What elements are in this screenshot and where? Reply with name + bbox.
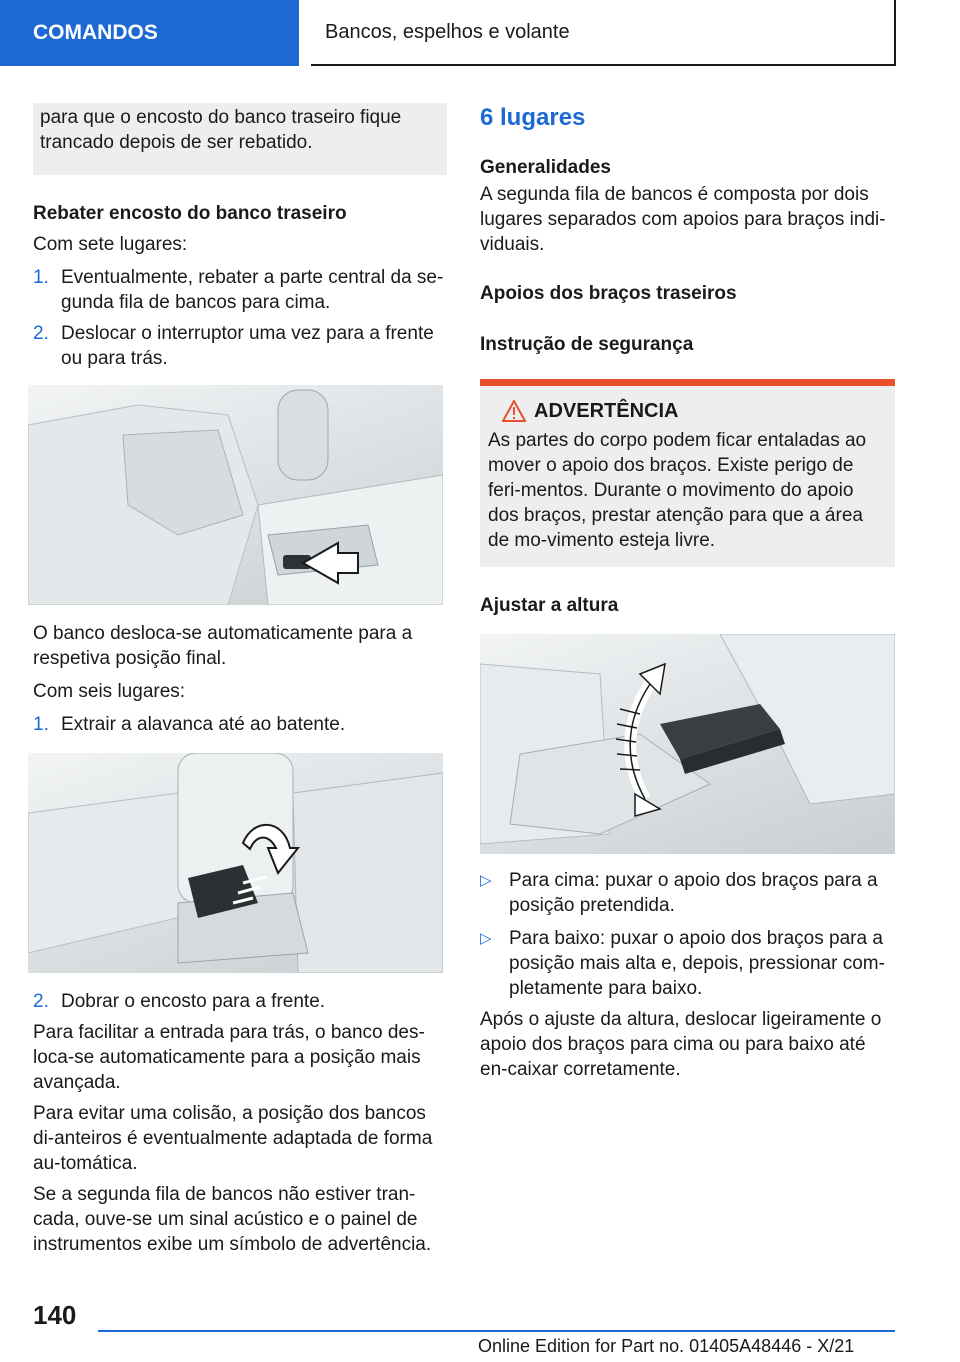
collision-paragraph: Para evitar uma colisão, a posição dos bancos di-anteiros é eventualmente adaptada de forma au-tomática. bbox=[33, 1103, 433, 1174]
armrest-illustration bbox=[480, 634, 895, 854]
seat-lever-illustration bbox=[28, 753, 443, 973]
step-number: 2. bbox=[33, 323, 49, 344]
list-item bbox=[33, 321, 447, 371]
note-text: para que o encosto do banco traseiro fique trancado depois de ser rebatido. bbox=[40, 107, 402, 153]
step-number: 1. bbox=[33, 714, 49, 735]
figure-seat-switch bbox=[28, 385, 443, 605]
seven-seats-label: Com sete lugares: bbox=[33, 234, 188, 255]
step-text: Dobrar o encosto para a frente. bbox=[61, 991, 326, 1012]
entry-paragraph: Para facilitar a entrada para trás, o banco des-loca-se automaticamente para a posição mais avançada. bbox=[33, 1022, 425, 1093]
figure-armrest-height bbox=[480, 634, 895, 854]
warning-text: As partes do corpo podem ficar entaladas ao mover o apoio dos braços. Existe perigo de feri-mentos. Durante o movimento do apoio dos braços, prestar atenção para que a área de mo-vimento esteja livre. bbox=[488, 430, 867, 551]
section-title: 6 lugares bbox=[480, 104, 586, 131]
bullet-text: Para baixo: puxar o apoio dos braços para a posição mais alta e, depois, pressionar com-pletamente para baixo. bbox=[509, 928, 885, 999]
figure-seat-lever bbox=[28, 753, 443, 973]
page-number: 140 bbox=[33, 1300, 77, 1330]
general-heading: Generalidades bbox=[480, 157, 611, 178]
armrests-heading: Apoios dos braços traseiros bbox=[480, 283, 737, 304]
auto-move-text: O banco desloca-se automaticamente para a respetiva posição final. bbox=[33, 623, 413, 669]
list-item bbox=[480, 868, 895, 918]
list-item bbox=[33, 712, 447, 737]
step-text: Extrair a alavanca até ao batente. bbox=[61, 714, 346, 735]
list-item bbox=[480, 926, 895, 1001]
step-text: Eventualmente, rebater a parte central da se-gunda fila de bancos para cima. bbox=[61, 267, 444, 313]
list-item bbox=[33, 989, 447, 1014]
header-chapter: Bancos, espelhos e volante bbox=[311, 0, 896, 66]
step-number: 1. bbox=[33, 267, 49, 288]
height-heading: Ajustar a altura bbox=[480, 595, 619, 616]
safety-heading: Instrução de segurança bbox=[480, 334, 694, 355]
left-column bbox=[33, 103, 447, 1257]
step-number: 2. bbox=[33, 991, 49, 1012]
after-adjust-text: Após o ajuste da altura, deslocar ligeiramente o apoio dos braços para cima ou para baixo até en-caixar corretamente. bbox=[480, 1009, 882, 1080]
warning-title-row bbox=[488, 398, 887, 424]
list-item bbox=[33, 265, 447, 315]
warning-triangle-icon bbox=[502, 400, 532, 422]
right-column bbox=[480, 103, 895, 1082]
seat-switch-illustration bbox=[28, 385, 443, 605]
bullet-marker: ▷ bbox=[480, 872, 492, 889]
bullet-marker: ▷ bbox=[480, 930, 492, 947]
bullet-text: Para cima: puxar o apoio dos braços para a posição pretendida. bbox=[509, 870, 878, 916]
step-text: Deslocar o interruptor uma vez para a frente ou para trás. bbox=[61, 323, 434, 369]
warning-title: ADVERTÊNCIA bbox=[534, 400, 679, 422]
header-section: COMANDOS bbox=[0, 0, 299, 66]
note-box bbox=[33, 103, 447, 175]
general-text: A segunda fila de bancos é composta por dois lugares separados com apoios para braços indi-viduais. bbox=[480, 184, 886, 255]
warning-box bbox=[480, 379, 895, 567]
footer-divider bbox=[98, 1330, 895, 1332]
signal-paragraph: Se a segunda fila de bancos não estiver tran-cada, ouve-se um sinal acústico e o painel de instrumentos exibe um símbolo de advertência. bbox=[33, 1184, 432, 1255]
six-seats-label: Com seis lugares: bbox=[33, 681, 186, 702]
footer-edition: Online Edition for Part no. 01405A48446 - X/21 bbox=[478, 1336, 855, 1356]
heading-fold-backrest: Rebater encosto do banco traseiro bbox=[33, 203, 347, 224]
